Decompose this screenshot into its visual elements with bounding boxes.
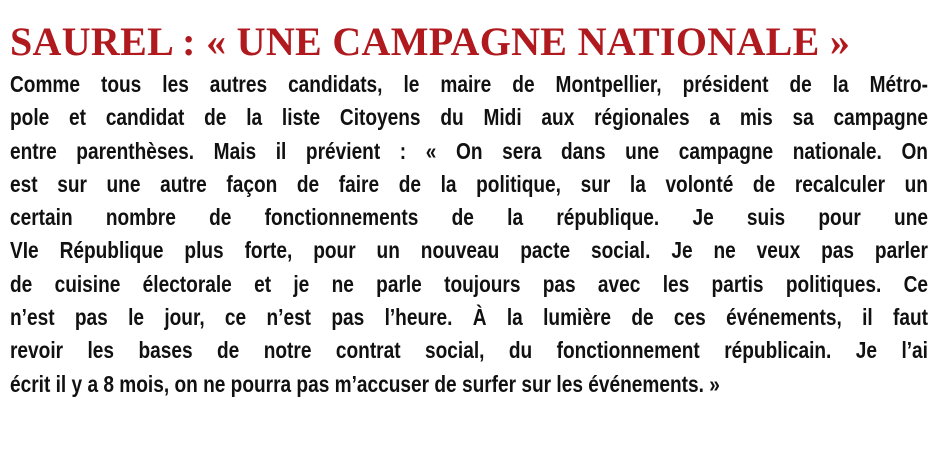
body-line: pole et candidat de la liste Citoyens du Midi aux régionales a mis sa campagne [10,104,928,131]
body-line: revoir les bases de notre contrat social, du fonctionnement républicain. Je l’ai [10,337,928,364]
body-line: Comme tous les autres candidats, le maire de Montpellier, président de la Métro- [10,71,928,97]
body-line: VIe République plus forte, pour un nouveau pacte social. Je ne veux pas parler [10,237,928,264]
body-line: est sur une autre façon de faire de la politique, sur la volonté de recalculer un [10,170,928,197]
body-line: de cuisine électorale et je ne parle toujours pas avec les partis politiques. Ce [10,270,928,297]
body-line: certain nombre de fonctionnements de la république. Je suis pour une [10,204,928,231]
body-line: écrit il y a 8 mois, on ne pourra pas m’accuser de surfer sur les événements. » [10,370,720,397]
headline: SAUREL : « UNE CAMPAGNE NATIONALE » [10,19,851,64]
body-line: n’est pas le jour, ce n’est pas l’heure. À la lumière de ces événements, il faut [10,304,928,331]
body-line: entre parenthèses. Mais il prévient : « On sera dans une campagne nationale. On [10,137,928,164]
article-body [10,68,930,401]
